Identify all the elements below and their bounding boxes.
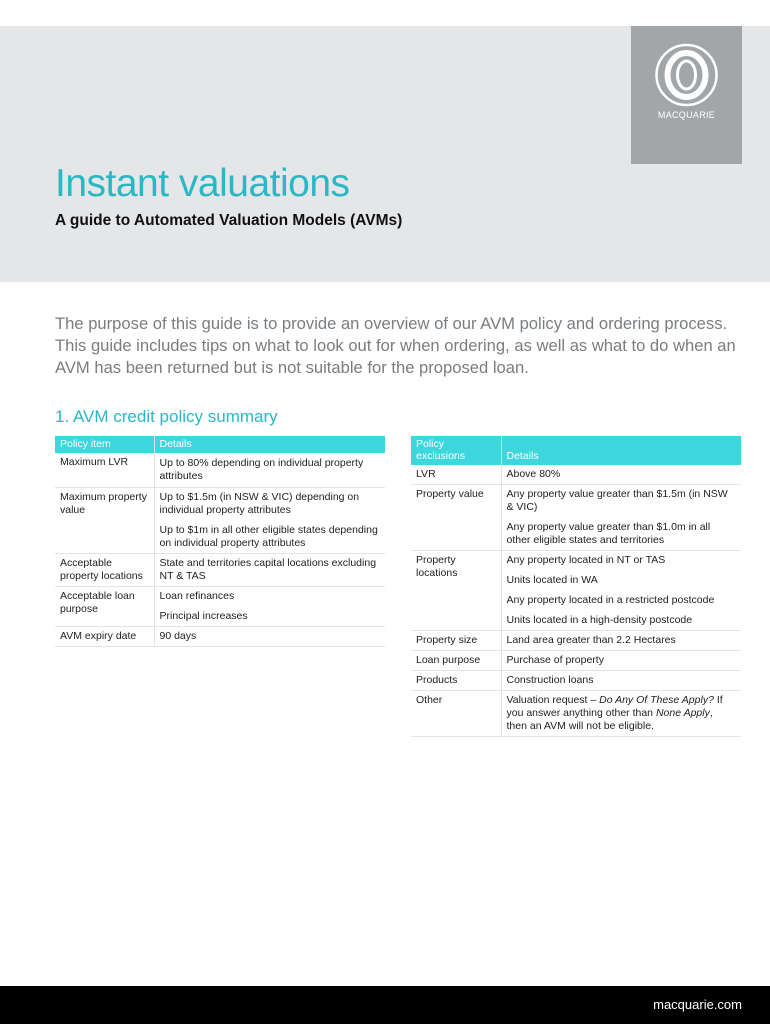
page-title: Instant valuations	[55, 162, 350, 205]
policy-details	[154, 488, 385, 554]
detail-text: Purchase of property	[506, 654, 604, 666]
policy-details	[154, 554, 385, 587]
table-row	[411, 671, 741, 691]
policy-item: Acceptable loan purpose	[55, 587, 154, 627]
detail-text-emphasis: None Apply	[655, 707, 710, 719]
exclusion-item: Other	[411, 691, 501, 737]
policy-item: Acceptable property locations	[55, 554, 154, 587]
hero-banner	[0, 26, 770, 282]
detail-text-part: If you answer anything other than	[506, 694, 723, 719]
table-row	[411, 691, 741, 737]
detail-text: Up to 80% depending on individual property attributes	[159, 457, 364, 482]
policy-details	[154, 587, 385, 627]
table-row	[411, 651, 741, 671]
detail-text: Any property value greater than $1.5m (in NSW & VIC)	[506, 488, 728, 513]
table-row	[411, 631, 741, 651]
detail-text: Principal increases	[159, 610, 248, 622]
detail-text: Any property located in NT or TAS	[506, 554, 666, 566]
detail-text: 90 days	[159, 630, 197, 642]
table-row	[411, 551, 741, 631]
detail-text: Up to $1.5m (in NSW & VIC) depending on individual property attributes	[159, 491, 360, 516]
exclusion-item: LVR	[411, 465, 501, 485]
table-header-row	[411, 436, 741, 465]
exclusion-item: Property value	[411, 485, 501, 551]
detail-text: Land area greater than 2.2 Hectares	[506, 634, 676, 646]
detail-text: Units located in a high-density postcode	[506, 614, 693, 626]
detail-text-part: , then an AVM will not be eligible.	[506, 707, 713, 732]
section-title: 1. AVM credit policy summary	[55, 407, 278, 426]
table-row	[55, 453, 385, 488]
policy-item: AVM expiry date	[55, 627, 154, 647]
policy-details	[154, 453, 385, 488]
exclusion-details	[501, 691, 741, 737]
detail-text: Up to $1m in all other eligible states depending on individual property attributes	[159, 524, 378, 549]
detail-text: Construction loans	[506, 674, 594, 686]
detail-text-part: Valuation request –	[506, 694, 600, 706]
exclusion-item: Property size	[411, 631, 501, 651]
macquarie-logo-icon	[650, 43, 723, 107]
column-header: Details	[501, 436, 741, 465]
table-row	[411, 465, 741, 485]
footer-bar	[0, 986, 770, 1024]
footer-url[interactable]: macquarie.com	[653, 997, 742, 1012]
table-header-row	[55, 436, 385, 453]
detail-text: State and territories capital locations excluding NT & TAS	[159, 557, 377, 582]
table-row	[55, 627, 385, 647]
exclusion-details	[501, 671, 741, 691]
macquarie-logo[interactable]	[631, 26, 742, 164]
page-subtitle: A guide to Automated Valuation Models (AVMs)	[55, 212, 403, 229]
table-row	[411, 485, 741, 551]
policy-item: Maximum property value	[55, 488, 154, 554]
detail-text-emphasis: Do Any Of These Apply?	[599, 694, 714, 706]
policy-exclusions-table	[411, 436, 741, 737]
intro-paragraph: The purpose of this guide is to provide an overview of our AVM policy and ordering process. This guide includes tips on what to look out for when ordering, as well as what to do when an AVM has been returned but is not suitable for the proposed loan.	[55, 314, 736, 377]
table-row	[55, 587, 385, 627]
detail-text: Any property located in a restricted postcode	[506, 594, 715, 606]
detail-text: Loan refinances	[159, 590, 235, 602]
exclusion-item: Property locations	[411, 551, 501, 631]
column-header: Details	[154, 436, 385, 453]
exclusion-details	[501, 651, 741, 671]
column-header: Policy item	[55, 436, 154, 453]
policy-details	[154, 627, 385, 647]
exclusion-item: Loan purpose	[411, 651, 501, 671]
exclusion-details	[501, 631, 741, 651]
column-header: Policy exclusions	[411, 436, 501, 465]
table-row	[55, 554, 385, 587]
exclusion-details	[501, 551, 741, 631]
detail-text: Any property value greater than $1.0m in all other eligible states and territories	[506, 521, 711, 546]
policy-summary-table	[55, 436, 385, 647]
exclusion-details	[501, 465, 741, 485]
exclusion-item: Products	[411, 671, 501, 691]
detail-text: Above 80%	[506, 468, 561, 480]
detail-text: Units located in WA	[506, 574, 598, 586]
policy-item: Maximum LVR	[55, 453, 154, 488]
exclusion-details	[501, 485, 741, 551]
logo-wordmark: MACQUARIE	[657, 110, 716, 120]
table-row	[55, 488, 385, 554]
detail-text	[507, 694, 723, 732]
